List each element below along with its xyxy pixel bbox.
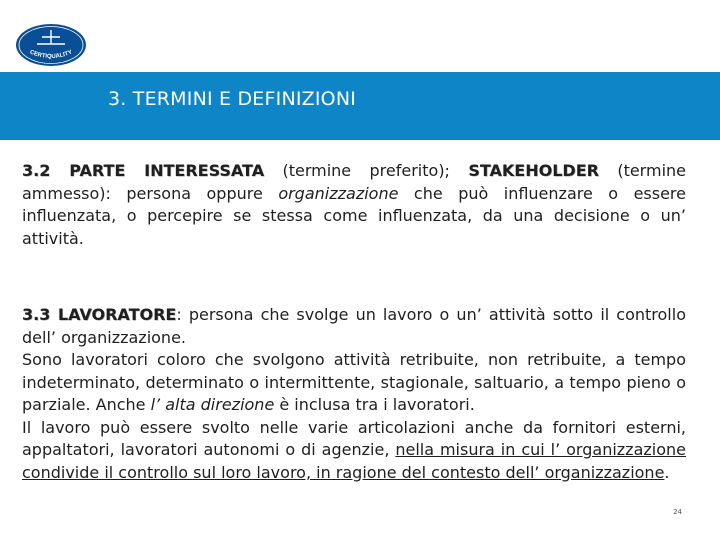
slide-number: 24 [673,508,682,516]
underlined-text: nella misura in cui l’ organizzazione condivide il controllo sul loro lavoro, in ragione del contesto dell’ organizzazione [22,440,686,482]
certiquality-logo [15,22,87,68]
paragraph-lavoratore [22,304,686,349]
text: (termine ammesso): persona oppure [22,161,686,203]
term-parte-interessata: 3.2 PARTE INTERESSATA [22,161,265,180]
text: : persona che svolge un lavoro o un’ attività sotto il controllo dell’ organizzazione. [22,305,686,347]
logo-area [0,0,720,72]
term-lavoratore: 3.3 LAVORATORE [22,305,177,324]
text: Il lavoro può essere svolto nelle varie articolazioni anche da fornitori esterni, appaltatori, lavoratori autonomi o di agenzie, [22,417,686,459]
italic-organizzazione: organizzazione [278,183,399,203]
text: (termine preferito); [264,161,469,180]
svg-text:CERTIQUALITY: CERTIQUALITY [28,49,74,61]
term-stakeholder: STAKEHOLDER [468,161,599,180]
slide-title: 3. TERMINI E DEFINIZIONI [108,88,357,110]
text: . [664,462,670,482]
text: Sono lavoratori coloro che svolgono attività retribuite, non retribuite, a tempo indeterminato, determinato o intermittente, stagionale, saltuario, a tempo pieno o parziale. Anche [22,350,686,414]
paragraph-sono-lavoratori [22,349,686,417]
definition-stakeholder [22,160,686,250]
text: è inclusa tra i lavoratori. [274,395,475,414]
italic-alta-direzione: l’ alta direzione [150,395,275,414]
paragraph-il-lavoro [22,417,686,485]
text: che può influenzare o essere influenzata, o percepire se stessa come influenzata, da una decisione o un’ attività. [22,183,686,248]
definition-lavoratore [22,304,686,484]
